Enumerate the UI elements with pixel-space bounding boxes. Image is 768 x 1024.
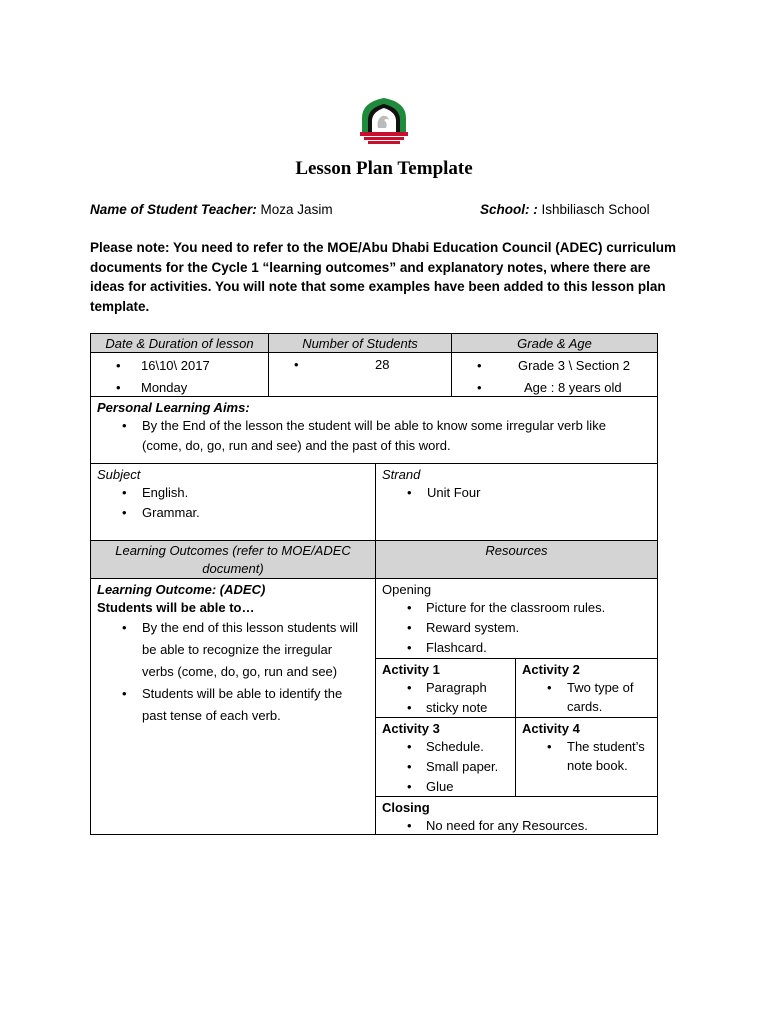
activity3-item: • Small paper.: [382, 757, 509, 777]
opening-label: Opening: [382, 582, 432, 597]
aims-cell: [90, 396, 658, 464]
header-outcomes: Learning Outcomes (refer to MOE/ADEC document): [90, 540, 376, 579]
activity3-item: • Glue: [382, 777, 509, 797]
activity1-cell: [375, 658, 516, 718]
opening-item: • Flashcard.: [382, 638, 651, 658]
outcome-title: Learning Outcome: (ADEC): [97, 582, 266, 597]
opening-cell: [375, 578, 658, 659]
subject-label: Subject: [97, 467, 141, 482]
school-line: [480, 202, 650, 217]
activity1-label: Activity 1: [382, 662, 440, 677]
teacher-line: [90, 202, 333, 217]
grade-item: • Age : 8 years old: [452, 377, 657, 399]
opening-item: • Picture for the classroom rules.: [382, 598, 651, 618]
strand-item: • Unit Four: [382, 483, 651, 503]
note-line: Please note: You need to refer to the MOE/Abu Dhabi Education Council (ADEC) curriculum: [90, 240, 677, 255]
activity4-cell: [515, 717, 658, 797]
activity3-label: Activity 3: [382, 721, 440, 736]
date-cell: [90, 352, 269, 397]
strand-label: Strand: [382, 467, 421, 482]
outcome-subtitle: Students will be able to…: [97, 600, 255, 615]
teacher-label: Name of Student Teacher:: [90, 202, 257, 217]
opening-item: • Reward system.: [382, 618, 651, 638]
activity4-label: Activity 4: [522, 721, 580, 736]
header-resources: Resources: [375, 540, 658, 579]
page-title: Lesson Plan Template: [295, 158, 473, 179]
activity1-item: • sticky note: [382, 698, 509, 718]
school-label: School: :: [480, 202, 538, 217]
aims-item: • By the End of the lesson the student will be able to know some irregular verb like (come, do, go, run and see) and the past of this word.: [97, 416, 651, 456]
outcome-item: • Students will be able to identify the past tense of each verb.: [97, 683, 369, 727]
activity1-item: • Paragraph: [382, 678, 509, 698]
school-logo-icon: [358, 96, 410, 150]
activity2-item: • Two type of cards.: [522, 678, 651, 716]
students-item: • 28: [269, 355, 451, 375]
instruction-note: [90, 238, 690, 316]
activity4-item: • The student’s note book.: [522, 737, 651, 775]
outcome-item: • By the end of this lesson students will be able to recognize the irregular verbs (come, do, go, run and see): [97, 617, 369, 683]
students-cell: [268, 352, 452, 397]
activity2-cell: [515, 658, 658, 718]
aims-label: Personal Learning Aims:: [97, 400, 250, 415]
note-line: template.: [90, 298, 150, 314]
date-item: • Monday: [91, 377, 268, 399]
grade-item: • Grade 3 \ Section 2: [452, 355, 657, 377]
closing-cell: [375, 796, 658, 835]
date-item: • 16\10\ 2017: [91, 355, 268, 377]
grade-cell: [451, 352, 658, 397]
closing-item: • No need for any Resources.: [382, 816, 651, 836]
note-line: ideas for activities. You will note that some examples have been added to this lesson plan: [90, 279, 666, 294]
subject-cell: [90, 463, 376, 541]
teacher-value: Moza Jasim: [260, 202, 333, 217]
header-date: Date & Duration of lesson: [90, 333, 269, 353]
outcomes-cell: [90, 578, 376, 835]
activity3-cell: [375, 717, 516, 797]
subject-item: • English.: [97, 483, 369, 503]
activity2-label: Activity 2: [522, 662, 580, 677]
subject-item: • Grammar.: [97, 503, 369, 523]
closing-label: Closing: [382, 800, 430, 815]
strand-cell: [375, 463, 658, 541]
note-line: documents for the Cycle 1 “learning outcomes” and explanatory notes, where there are: [90, 259, 651, 275]
header-grade: Grade & Age: [451, 333, 658, 353]
activity3-item: • Schedule.: [382, 737, 509, 757]
header-students: Number of Students: [268, 333, 452, 353]
school-value: Ishbiliasch School: [541, 202, 650, 217]
